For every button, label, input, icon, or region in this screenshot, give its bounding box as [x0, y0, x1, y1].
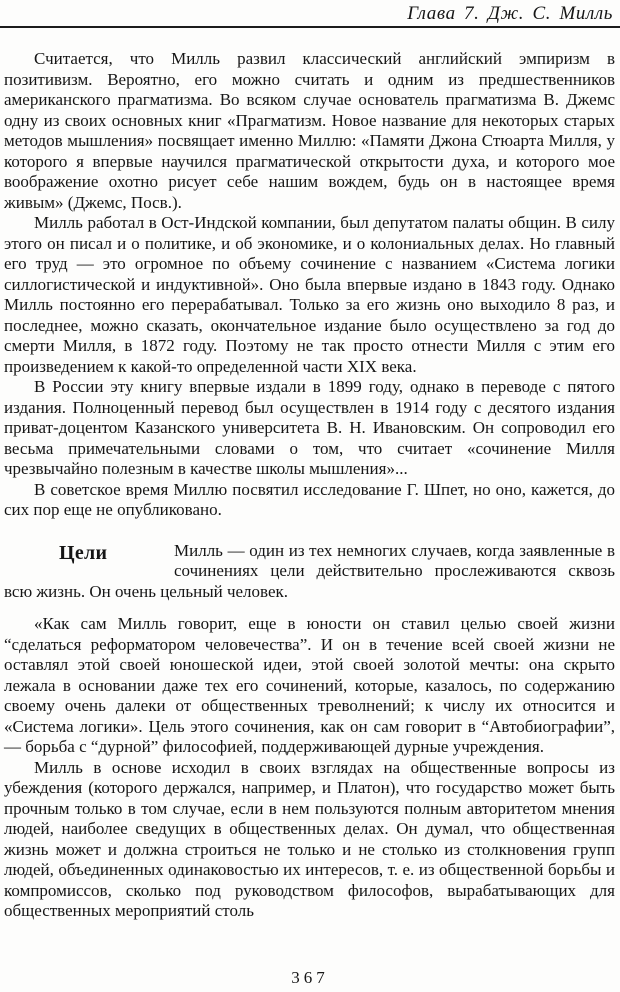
section-paragraph-1: «Как сам Милль говорит, еще в юности он ставил целью своей жизни “сделаться реформатором человечества”. И он в течение всей своей жизни не оставлял этой своей юношеской идеи, этой своей золотой мечты: она скрыто лежала в основании даже тех его сочинений, которые, казалось, по содержанию своему очень далеки от общественных треволнений; к числу их относится и «Система логики». Цель этого сочинения, как он сам говорит в “Автобиографии”, — борьба с “дурной” философией, поддерживающей дурные учреждения. [4, 614, 615, 756]
section-heading: Цели [59, 541, 108, 564]
paragraph-3: В России эту книгу впервые издали в 1899 году, однако в переводе с пятого издания. Полноценный перевод был осуществлен в 1914 году с десятого издания приват-доцентом Казанского университета В. Н. Ивановским. Он сопроводил его весьма примечательными словами о том, что считает «сочинение Милля чрезвычайно полезным в качестве школы мышления»... [4, 377, 615, 478]
running-header [4, 2, 615, 25]
section-heading-block [4, 541, 174, 582]
page-body [4, 49, 615, 922]
paragraph-1: Считается, что Милль развил классический английский эмпиризм в позитивизм. Вероятно, его можно считать и одним из предшественников американского прагматизма. Во всяком случае основатель прагматизма В. Джемс одну из своих основных книг «Прагматизм. Новое название для некоторых старых методов мышления» посвящает именно Миллю: «Памяти Джона Стюарта Милля, у которого я впервые научился прагматической открытости духа, и которого мое воображение охотно рисует себе нашим вождем, будь он в настоящее время живым» (Джемс, Посв.). [4, 49, 615, 212]
paragraph-4: В советское время Миллю посвятил исследование Г. Шпет, но оно, кажется, до сих пор еще не опубликовано. [4, 479, 615, 519]
page-number: 367 [291, 968, 329, 987]
section-intro: Милль — один из тех немногих случаев, когда заявленные в сочинениях цели действительно прослеживаются сквозь всю жизнь. Он очень цельный человек. [4, 540, 615, 601]
chapter-header-text: Глава 7. Дж. С. Милль [407, 3, 613, 24]
section-paragraph-2: Милль в основе исходил в своих взглядах на общественные вопросы из убеждения (которого держался, например, и Платон), что государство может быть прочным только в том случае, если в нем пользуются полным авторитетом мнения людей, наиболее сведущих в общественных делах. Он думал, что общественная жизнь может и должна строиться не только и не столько из столкновения групп людей, объединенных одинаковостью их интересов, т. е. из общественной борьбы и компромиссов, сколько под руководством философов, вырабатывающих для общественных мероприятий столь [4, 757, 615, 920]
section-goals [4, 541, 615, 603]
header-rule [0, 26, 620, 28]
paragraph-2: Милль работал в Ост-Индской компании, был депутатом палаты общин. В силу этого он писал и о политике, и об экономике, и о колониальных делах. Но главный его труд — это огромное по объему сочинение с названием «Система логики силлогистической и индуктивной». Оно была впервые издано в 1843 году. Однако Милль постоянно его перерабатывал. Только за его жизнь оно выходило 8 раз, и последнее, можно сказать, окончательное издание было осуществлено за год до смерти Милля, в 1872 году. Поэтому не так просто отнести Милля с этим его произведением к какой-то определенной части XIX века. [4, 213, 615, 376]
